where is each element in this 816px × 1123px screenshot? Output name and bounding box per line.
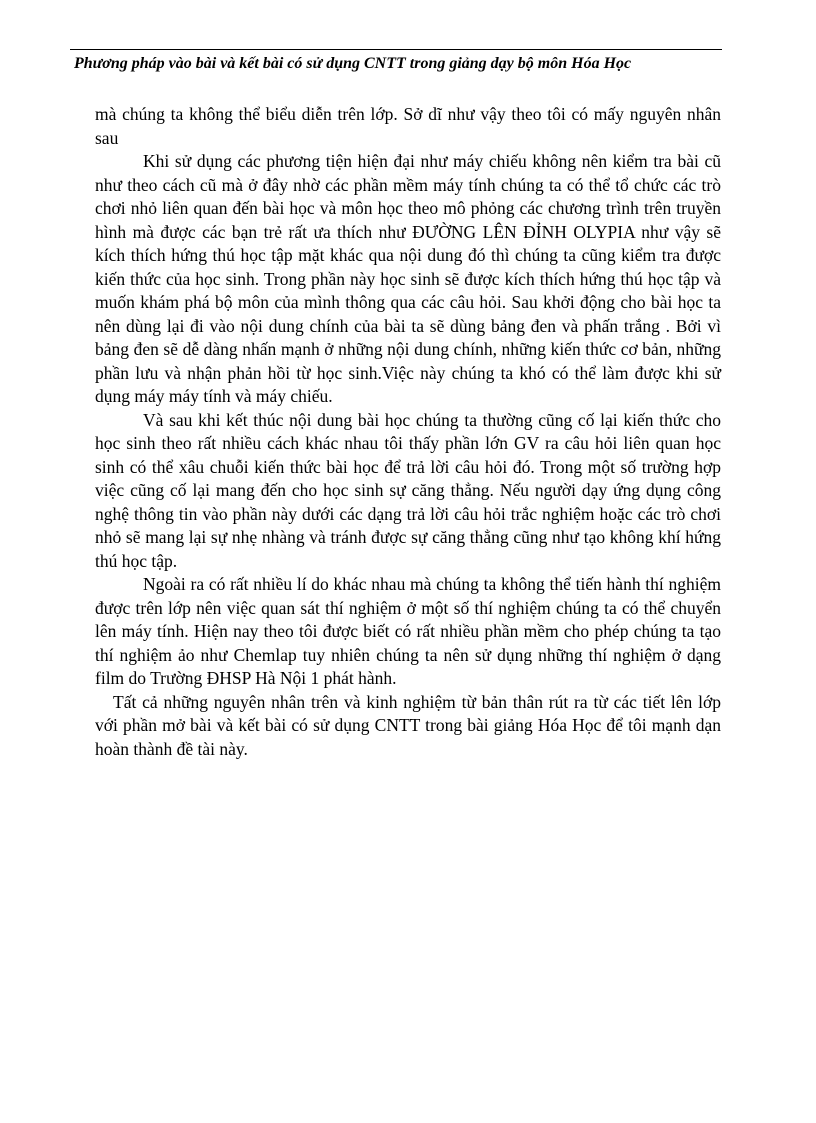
paragraph-conclusion: Tất cả những nguyên nhân trên và kinh nghiệm từ bản thân rút ra từ các tiết lên lớp với phần mở bài và kết bài có sử dụng CNTT trong bài giảng Hóa Học để tôi mạnh dạn hoàn thành đề tài này. [95, 691, 721, 759]
page-header-title: Phương pháp vào bài và kết bài có sử dụng CNTT trong giảng dạy bộ môn Hóa Học [74, 55, 632, 72]
paragraph-projector-usage: Khi sử dụng các phương tiện hiện đại như máy chiếu không nên kiểm tra bài cũ như theo cách cũ mà ở đây nhờ các phần mềm máy tính chúng ta có thể tổ chức các trò chơi nhỏ liên quan đến bài học và môn học theo mô phỏng các chương trình trên truyền hình mà được các bạn trẻ rất ưa thích như ĐƯỜNG LÊN ĐỈNH OLYPIA như vậy sẽ kích thích hứng thú học tập mặt khác qua nội dung đó thì chúng ta cũng kiểm tra được kiến thức của học sinh. Trong phần này học sinh sẽ được kích thích hứng thú học tập và muốn khám phá bộ môn của mình thông qua các câu hỏi. Sau khởi động cho bài học ta nên dùng lại đi vào nội dung chính của bài ta sẽ dùng bảng đen và phấn trắng . Bởi vì bảng đen sẽ dễ dàng nhấn mạnh ở những nội dung chính, những kiến thức cơ bản, những phần lưu và nhận phản hồi từ học sinh.Việc này chúng ta khó có thể làm được khi sử dụng máy máy tính và máy chiếu. [95, 151, 721, 406]
header-rule [70, 49, 722, 50]
document-body [95, 103, 721, 761]
paragraph-continuation: mà chúng ta không thể biểu diễn trên lớp. Sở dĩ như vậy theo tôi có mấy nguyên nhân sau [95, 104, 721, 148]
paragraph-virtual-experiments: Ngoài ra có rất nhiều lí do khác nhau mà chúng ta không thể tiến hành thí nghiệm được trên lớp nên việc quan sát thí nghiệm ở một số thí nghiệm chúng ta có thể chuyển lên máy tính. Hiện nay theo tôi được biết có rất nhiều phần mềm cho phép chúng ta tạo thí nghiệm ảo như Chemlap tuy nhiên chúng ta nên sử dụng những thí nghiệm ở dạng film do Trường ĐHSP Hà Nội 1 phát hành. [95, 574, 721, 688]
paragraph-lesson-review: Và sau khi kết thúc nội dung bài học chúng ta thường cũng cố lại kiến thức cho học sinh theo rất nhiều cách khác nhau tôi thấy phần lớn GV ra câu hỏi liên quan học sinh có thể xâu chuỗi kiến thức bài học để trả lời câu hỏi đó. Trong một số trường hợp việc cũng cố lại mang đến cho học sinh sự căng thẳng. Nếu người dạy ứng dụng công nghệ thông tin vào phần này dưới các dạng trả lời câu hỏi trắc nghiệm hoặc các trò chơi nhỏ sẽ mang lại sự nhẹ nhàng và tránh được sự căng thẳng cũng như tạo không khí hứng thú học tập. [95, 409, 721, 571]
